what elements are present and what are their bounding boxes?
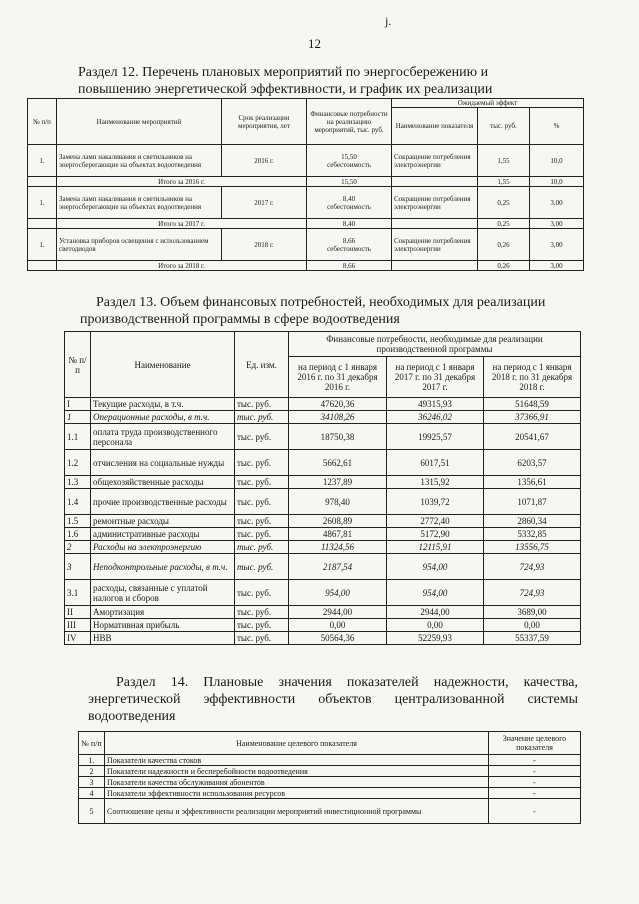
s13-row-value-2016: 11324,56 — [289, 541, 387, 554]
s12-row-pct: 3,00 — [530, 187, 584, 219]
s12-row-num: 1. — [28, 187, 57, 219]
s13-row-name: Расходы на электроэнергию — [91, 541, 235, 554]
s12-finance-value: 8,66 — [342, 236, 356, 245]
s12-row-rub: 0,25 — [478, 187, 530, 219]
s12-row-year: 2018 г. — [222, 229, 307, 261]
s13-row-name: Амортизация — [91, 606, 235, 619]
s13-row-name: ремонтные расходы — [91, 515, 235, 528]
s13-row-name: оплата труда производственного персонала — [91, 424, 235, 450]
section14-heading-line3: водоотведения — [88, 709, 176, 724]
s12-total-finance: 15,50 — [307, 177, 392, 187]
section12-heading — [78, 64, 492, 98]
s12-row-finance — [307, 229, 392, 261]
s12-row-name: Замена ламп накаливания и светильников на энергосберегающие на объектах водоотведения — [57, 145, 222, 177]
s12-row-num: 1. — [28, 145, 57, 177]
s13-row-value-2018: 5332,85 — [484, 528, 581, 541]
s12-total-pct: 10,0 — [530, 177, 584, 187]
s12-total-finance: 8,66 — [307, 261, 392, 271]
s12-row-indicator: Сокращение потребления электроэнергии — [392, 145, 478, 177]
s13-row-unit: тыс. руб. — [235, 476, 289, 489]
section14-table — [78, 731, 581, 824]
s13-row-value-2017: 954,00 — [387, 580, 484, 606]
s13-row-value-2018: 55337,59 — [484, 632, 581, 645]
s13-row-value-2017: 2772,40 — [387, 515, 484, 528]
page-number: 12 — [308, 36, 321, 51]
s14-row-name: Показатели эффективности использования ресурсов — [105, 788, 489, 799]
s12-total-label: Итого за 2016 г. — [57, 177, 307, 187]
s12-header-pct: % — [530, 108, 584, 145]
s13-row-value-2016: 4867,81 — [289, 528, 387, 541]
s12-row-year: 2016 г. — [222, 145, 307, 177]
s13-row-name: административные расходы — [91, 528, 235, 541]
s13-row-value-2016: 0,00 — [289, 619, 387, 632]
s13-row-name: общехозяйственные расходы — [91, 476, 235, 489]
s13-header-name: Наименование — [91, 332, 235, 398]
s12-total-rub: 0,26 — [478, 261, 530, 271]
s14-header-value: Значение целевого показателя — [489, 732, 581, 755]
s14-row-value: - — [489, 799, 581, 824]
s14-row-num: 2 — [79, 766, 105, 777]
s13-row-unit: тыс. руб. — [235, 541, 289, 554]
s12-row-name: Установка приборов освещения с использованием светодиодов — [57, 229, 222, 261]
s13-row-unit: тыс. руб. — [235, 619, 289, 632]
s12-row-pct: 3,00 — [530, 229, 584, 261]
section13-table — [64, 331, 581, 645]
s13-row-value-2016: 5662,61 — [289, 450, 387, 476]
s13-row-value-2018: 0,00 — [484, 619, 581, 632]
s13-row-unit: тыс. руб. — [235, 411, 289, 424]
s13-row-value-2017: 1039,72 — [387, 489, 484, 515]
s13-row-name: прочие производственные расходы — [91, 489, 235, 515]
s12-total-rub: 1,55 — [478, 177, 530, 187]
s12-finance-note: себестоимость — [327, 202, 371, 211]
s12-header-rub: тыс. руб. — [478, 108, 530, 145]
s12-finance-note: себестоимость — [327, 244, 371, 253]
s13-row-name: Неподконтрольные расходы, в т.ч. — [91, 554, 235, 580]
s13-row-value-2018: 724,93 — [484, 580, 581, 606]
s13-row-value-2018: 724,93 — [484, 554, 581, 580]
s12-total-pct: 3,00 — [530, 261, 584, 271]
s12-header-num: № п/п — [28, 99, 57, 145]
s12-header-effect: Ожидаемый эффект — [392, 99, 584, 108]
s13-row-unit: тыс. руб. — [235, 580, 289, 606]
s12-row-rub: 0,26 — [478, 229, 530, 261]
s14-row-num: 5 — [79, 799, 105, 824]
s12-finance-value: 8,40 — [342, 194, 356, 203]
s12-finance-note: себестоимость — [327, 160, 371, 169]
s14-row-value: - — [489, 755, 581, 766]
s12-row-pct: 10,0 — [530, 145, 584, 177]
s13-row-value-2017: 36246,02 — [387, 411, 484, 424]
s14-row-num: 1. — [79, 755, 105, 766]
s13-row-num: I — [65, 398, 91, 411]
s13-row-num: 1.5 — [65, 515, 91, 528]
s13-header-period-2016: на период с 1 января 2016 г. по 31 декабря 2016 г. — [289, 357, 387, 398]
s13-row-name: Операционные расходы, в т.ч. — [91, 411, 235, 424]
s13-header-finance: Финансовые потребности, необходимые для реализации производственной программы — [289, 332, 581, 357]
s13-row-value-2018: 37366,91 — [484, 411, 581, 424]
s13-row-num: IV — [65, 632, 91, 645]
s13-row-num: 1.3 — [65, 476, 91, 489]
s13-row-value-2018: 13556,75 — [484, 541, 581, 554]
s13-row-num: 3 — [65, 554, 91, 580]
section12-heading-line2: повышению энергетической эффективности, и график их реализации — [78, 82, 493, 97]
s13-row-num: III — [65, 619, 91, 632]
s13-row-value-2017: 0,00 — [387, 619, 484, 632]
s13-row-unit: тыс. руб. — [235, 632, 289, 645]
s12-row-indicator: Сокращение потребления электроэнергии — [392, 187, 478, 219]
s12-row-finance — [307, 187, 392, 219]
s13-row-num: 3.1 — [65, 580, 91, 606]
s13-row-value-2017: 954,00 — [387, 554, 484, 580]
s13-row-unit: тыс. руб. — [235, 554, 289, 580]
s12-finance-value: 15,50 — [341, 152, 357, 161]
s12-row-finance — [307, 145, 392, 177]
s12-total-pct: 3,00 — [530, 219, 584, 229]
s12-header-term: Срок реализации мероприятия, лет — [222, 99, 307, 145]
corner-mark: j. — [385, 14, 392, 28]
s13-row-num: 1.4 — [65, 489, 91, 515]
s13-row-value-2017: 5172,90 — [387, 528, 484, 541]
section13-heading-line1: Раздел 13. Объем финансовых потребностей, необходимых для реализации — [96, 295, 546, 310]
s13-row-value-2016: 50564,36 — [289, 632, 387, 645]
s13-row-value-2016: 2944,00 — [289, 606, 387, 619]
s13-row-value-2017: 52259,93 — [387, 632, 484, 645]
s13-row-value-2017: 6017,51 — [387, 450, 484, 476]
s13-row-unit: тыс. руб. — [235, 398, 289, 411]
s13-row-value-2016: 2187,54 — [289, 554, 387, 580]
s13-row-value-2018: 2860,34 — [484, 515, 581, 528]
s12-total-label: Итого за 2018 г. — [57, 261, 307, 271]
s14-row-name: Соотношение цены и эффективности реализации мероприятий инвестиционной программы — [105, 799, 489, 824]
s13-row-unit: тыс. руб. — [235, 528, 289, 541]
s13-header-period-2017: на период с 1 января 2017 г. по 31 декабря 2017 г. — [387, 357, 484, 398]
s12-row-year: 2017 г. — [222, 187, 307, 219]
s12-row-num: 1. — [28, 229, 57, 261]
s13-row-value-2016: 18750,38 — [289, 424, 387, 450]
s13-row-value-2017: 2944,00 — [387, 606, 484, 619]
s12-total-label: Итого за 2017 г. — [57, 219, 307, 229]
s12-header-indicator: Наименование показателя — [392, 108, 478, 145]
s13-row-value-2018: 6203,57 — [484, 450, 581, 476]
s13-row-unit: тыс. руб. — [235, 450, 289, 476]
section13-heading — [80, 294, 546, 328]
s12-row-rub: 1,55 — [478, 145, 530, 177]
s12-header-finance: Финансовые потребности на реализацию мероприятий, тыс. руб. — [307, 99, 392, 145]
section12-heading-line1: Раздел 12. Перечень плановых мероприятий по энергосбережению и — [78, 65, 489, 80]
s13-row-num: 1.2 — [65, 450, 91, 476]
s13-row-name: Текущие расходы, в т.ч. — [91, 398, 235, 411]
s12-total-rub: 0,25 — [478, 219, 530, 229]
s13-row-num: 1 — [65, 411, 91, 424]
s13-row-value-2016: 2608,89 — [289, 515, 387, 528]
s13-row-unit: тыс. руб. — [235, 606, 289, 619]
s13-row-value-2018: 20541,67 — [484, 424, 581, 450]
s14-header-num: № п/п — [79, 732, 105, 755]
s14-row-num: 3 — [79, 777, 105, 788]
s13-row-value-2016: 47620,36 — [289, 398, 387, 411]
s13-header-unit: Ед. изм. — [235, 332, 289, 398]
s13-row-value-2018: 1071,87 — [484, 489, 581, 515]
s12-row-indicator: Сокращение потребления электроэнергии — [392, 229, 478, 261]
s13-row-value-2016: 954,00 — [289, 580, 387, 606]
s13-row-value-2017: 12115,91 — [387, 541, 484, 554]
s13-row-value-2016: 978,40 — [289, 489, 387, 515]
s14-row-value: - — [489, 766, 581, 777]
s12-row-name: Замена ламп накаливания и светильников на энергосберегающие на объектах водоотведения — [57, 187, 222, 219]
s14-row-name: Показатели надежности и бесперебойности водоотведения — [105, 766, 489, 777]
s13-row-num: 1.6 — [65, 528, 91, 541]
s12-header-name: Наименование мероприятий — [57, 99, 222, 145]
s13-row-value-2016: 1237,89 — [289, 476, 387, 489]
s13-row-num: II — [65, 606, 91, 619]
s13-header-num: № п/п — [65, 332, 91, 398]
section14-heading — [88, 674, 578, 725]
s13-header-period-2018: на период с 1 января 2018 г. по 31 декабря 2018 г. — [484, 357, 581, 398]
s13-row-unit: тыс. руб. — [235, 424, 289, 450]
section14-heading-line2: энергетической эффективности объектов централизованной системы — [88, 692, 578, 707]
s14-row-value: - — [489, 777, 581, 788]
s14-row-num: 4 — [79, 788, 105, 799]
s14-row-value: - — [489, 788, 581, 799]
s13-row-num: 2 — [65, 541, 91, 554]
s13-row-name: расходы, связанные с уплатой налогов и сборов — [91, 580, 235, 606]
s13-row-value-2017: 19925,57 — [387, 424, 484, 450]
s13-row-value-2018: 51648,59 — [484, 398, 581, 411]
section12-table — [27, 98, 584, 271]
s13-row-value-2017: 1315,92 — [387, 476, 484, 489]
s13-row-value-2018: 3689,00 — [484, 606, 581, 619]
s13-row-value-2016: 34108,26 — [289, 411, 387, 424]
s14-header-name: Наименование целевого показателя — [105, 732, 489, 755]
s13-row-num: 1.1 — [65, 424, 91, 450]
s14-row-name: Показатели качества обслуживания абонентов — [105, 777, 489, 788]
s13-row-value-2018: 1356,61 — [484, 476, 581, 489]
s12-total-finance: 8,40 — [307, 219, 392, 229]
section13-heading-line2: производственной программы в сфере водоотведения — [80, 312, 400, 327]
s13-row-name: отчисления на социальные нужды — [91, 450, 235, 476]
s14-row-name: Показатели качества стоков — [105, 755, 489, 766]
s13-row-unit: тыс. руб. — [235, 489, 289, 515]
s13-row-value-2017: 49315,93 — [387, 398, 484, 411]
s13-row-name: НВВ — [91, 632, 235, 645]
section14-heading-line1: Раздел 14. Плановые значения показателей надежности, качества, — [116, 675, 578, 690]
s13-row-name: Нормативная прибыль — [91, 619, 235, 632]
s13-row-unit: тыс. руб. — [235, 515, 289, 528]
